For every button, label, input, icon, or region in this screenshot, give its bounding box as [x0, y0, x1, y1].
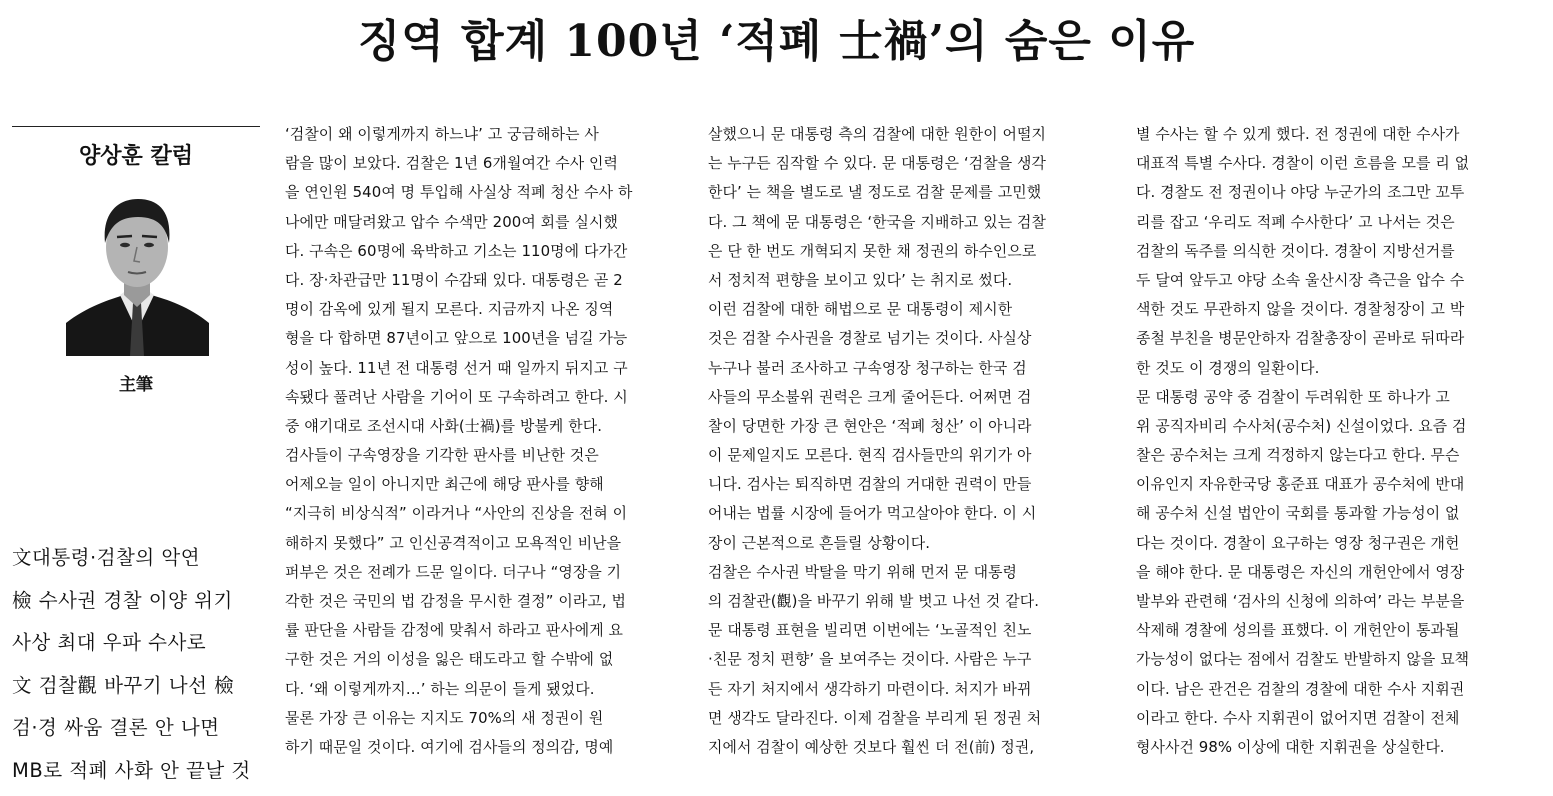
text-line: 것은 검찰 수사권을 경찰로 넘기는 것이다. 사실상	[708, 329, 1032, 348]
text-line: 각한 것은 국민의 법 감정을 무시한 결정” 이라고, 법	[285, 592, 627, 610]
text-line: 대표적 특별 수사다. 경찰이 이런 흐름을 모를 리 없	[1136, 154, 1470, 173]
text-line: 중 얘기대로 조선시대 사화(士禍)를 방불케 한다.	[285, 416, 603, 435]
text-line: 검찰은 수사권 박탈을 막기 위해 먼저 문 대통령	[708, 562, 1018, 581]
text-line: 을 연인원 540여 명 투입해 사실상 적폐 청산 수사 하	[285, 183, 633, 202]
body-column-3	[1136, 120, 1539, 762]
text-line: 리를 잡고 ‘우리도 적폐 수사한다’ 고 나서는 것은	[1136, 212, 1455, 231]
text-line: 다. 장·차관급만 11명이 수감돼 있다. 대통령은 곧 2	[285, 270, 623, 289]
text-line: 누구나 불러 조사하고 구속영장 청구하는 한국 검	[708, 358, 1027, 377]
text-line: 살했으니 문 대통령 측의 검찰에 대한 원한이 어떨지	[708, 125, 1047, 143]
subheading: 文대통령·검찰의 악연	[12, 546, 201, 569]
text-line: 든 자기 처지에서 생각하기 마련이다. 처지가 바뀌	[708, 679, 1032, 698]
text-line: 물론 가장 큰 이유는 지지도 70%의 새 정권이 원	[285, 708, 604, 727]
text-line: 종철 부친을 병문안하자 검찰총장이 곧바로 뒤따라	[1136, 329, 1465, 348]
headline: 징역 합계 100년 ‘적폐 士禍’의 숨은 이유	[357, 16, 1196, 67]
text-line: “지극히 비상식적” 이라거나 “사안의 진상을 전혀 이	[285, 504, 628, 523]
text-line: 명이 감옥에 있게 될지 모른다. 지금까지 나온 징역	[285, 300, 614, 319]
body-column-2	[708, 120, 1111, 762]
text-line: 한다’ 는 책을 별도로 낼 정도로 검찰 문제를 고민했	[708, 183, 1042, 202]
text-line: 해하지 못했다” 고 인신공격적이고 모욕적인 비난을	[285, 533, 622, 552]
subheading: 文 검찰觀 바꾸기 나선 檢	[12, 673, 235, 697]
text-line: 은 단 한 번도 개혁되지 못한 채 정권의 하수인으로	[708, 241, 1037, 260]
text-line: 면 생각도 달라진다. 이제 검찰을 부리게 된 정권 처	[708, 708, 1042, 727]
text-line: 서 정치적 편향을 보이고 있다’ 는 취지로 썼다.	[708, 270, 1013, 289]
byline: 양상훈 칼럼	[79, 144, 193, 169]
text-line: 니다. 검사는 퇴직하면 검찰의 거대한 권력이 만들	[708, 475, 1032, 494]
text-line: 구한 것은 거의 이성을 잃은 태도라고 할 수밖에 없	[285, 650, 614, 669]
text-line: 가능성이 없다는 점에서 검찰도 반발하지 않을 묘책	[1136, 650, 1470, 669]
text-line: 별 수사는 할 수 있게 했다. 전 정권에 대한 수사가	[1136, 125, 1460, 143]
text-line: 찰이 당면한 가장 큰 현안은 ‘적폐 청산’ 이 아니라	[708, 416, 1032, 435]
text-line: 어제오늘 일이 아니지만 최근에 해당 판사를 향해	[285, 475, 604, 494]
text-line: 이런 검찰에 대한 해법으로 문 대통령이 제시한	[708, 300, 1013, 319]
subheading: MB로 적폐 사화 안 끝날 것	[12, 758, 251, 782]
column-sidebar	[10, 126, 262, 395]
text-line: 사들의 무소불위 권력은 크게 줄어든다. 어쩌면 검	[708, 387, 1032, 406]
text-line: 이라고 한다. 수사 지휘권이 없어지면 검찰이 전체	[1136, 708, 1460, 727]
text-line: 찰은 공수처는 크게 걱정하지 않는다고 한다. 무슨	[1136, 446, 1460, 465]
text-line: 문 대통령 공약 중 검찰이 두려워한 또 하나가 고	[1136, 387, 1450, 406]
text-line: 검사들이 구속영장을 기각한 판사를 비난한 것은	[285, 446, 599, 465]
text-line: 해 공수처 신설 법안이 국회를 통과할 가능성이 없	[1136, 504, 1460, 523]
text-line: 다. 그 책에 문 대통령은 ‘한국을 지배하고 있는 검찰	[708, 212, 1047, 231]
subheadings	[12, 537, 264, 792]
subheading: 檢 수사권 경찰 이양 위기	[12, 588, 233, 612]
text-line: 을 해야 한다. 문 대통령은 자신의 개헌안에서 영장	[1136, 562, 1465, 581]
divider-rule	[12, 126, 260, 127]
text-line: 한 것도 이 경쟁의 일환이다.	[1136, 358, 1320, 377]
text-line: 두 달여 앞두고 야당 소속 울산시장 측근을 압수 수	[1136, 270, 1465, 289]
text-line: 장이 근본적으로 흔들릴 상황이다.	[708, 533, 931, 552]
text-line: 색한 것도 무관하지 않을 것이다. 경찰청장이 고 박	[1136, 300, 1465, 319]
text-line: ·친문 정치 편향’ 을 보여주는 것이다. 사람은 누구	[708, 650, 1032, 669]
text-line: 속됐다 풀려난 사람을 기어이 또 구속하려고 한다. 시	[285, 387, 628, 406]
text-line: 형사사건 98% 이상에 대한 지휘권을 상실한다.	[1136, 737, 1445, 756]
text-line: 발부와 관련해 ‘검사의 신청에 의하여’ 라는 부분을	[1136, 592, 1465, 610]
text-line: 검찰의 독주를 의식한 것이다. 경찰이 지방선거를	[1136, 241, 1455, 260]
text-line: 성이 높다. 11년 전 대통령 선거 때 일까지 뒤지고 구	[285, 358, 628, 377]
text-line: 이 문제일지도 모른다. 현직 검사들만의 위기가 아	[708, 446, 1032, 465]
text-line: 어내는 법률 시장에 들어가 먹고살아야 한다. 이 시	[708, 504, 1037, 523]
text-line: 다. 구속은 60명에 육박하고 기소는 110명에 다가간	[285, 241, 628, 260]
text-line: 의 검찰관(觀)을 바꾸기 위해 발 벗고 나선 것 같다.	[708, 592, 1040, 610]
text-line: 하기 때문일 것이다. 여기에 검사들의 정의감, 명예	[285, 737, 614, 756]
text-line: 다. ‘왜 이렇게까지…’ 하는 의문이 들게 됐었다.	[285, 679, 595, 698]
text-line: 는 누구든 짐작할 수 있다. 문 대통령은 ‘검찰을 생각	[708, 154, 1047, 173]
text-line: 률 판단을 사람들 감정에 맞춰서 하라고 판사에게 요	[285, 621, 624, 640]
author-photo	[66, 185, 209, 356]
subheading: 검·경 싸움 결론 안 나면	[12, 716, 220, 739]
author-role: 主筆	[119, 375, 153, 395]
text-line: 다는 것이다. 경찰이 요구하는 영장 청구권은 개헌	[1136, 533, 1460, 552]
text-line: 형을 다 합하면 87년이고 앞으로 100년을 넘길 가능	[285, 329, 628, 348]
text-line: 이다. 남은 관건은 검찰의 경찰에 대한 수사 지휘권	[1136, 679, 1465, 698]
text-line: 지에서 검찰이 예상한 것보다 훨씬 더 전(前) 정권,	[708, 737, 1035, 756]
text-line: 나에만 매달려왔고 압수 수색만 200여 회를 실시했	[285, 212, 618, 231]
text-line: 다. 경찰도 전 정권이나 야당 누군가의 조그만 꼬투	[1136, 183, 1465, 202]
text-line: 위 공직자비리 수사처(공수처) 신설이었다. 요즘 검	[1136, 416, 1467, 435]
text-line: 람을 많이 보았다. 검찰은 1년 6개월여간 수사 인력	[285, 154, 619, 173]
text-line: 이유인지 자유한국당 홍준표 대표가 공수처에 반대	[1136, 475, 1465, 494]
body-column-1	[285, 120, 688, 762]
subheading: 사상 최대 우파 수사로	[12, 631, 207, 654]
text-line: 삭제해 경찰에 성의를 표했다. 이 개헌안이 통과될	[1136, 621, 1460, 640]
text-line: 문 대통령 표현을 빌리면 이번에는 ‘노골적인 친노	[708, 621, 1032, 640]
text-line: 퍼부은 것은 전례가 드문 일이다. 더구나 “영장을 기	[285, 562, 622, 581]
text-line: ‘검찰이 왜 이렇게까지 하느냐’ 고 궁금해하는 사	[285, 125, 599, 143]
